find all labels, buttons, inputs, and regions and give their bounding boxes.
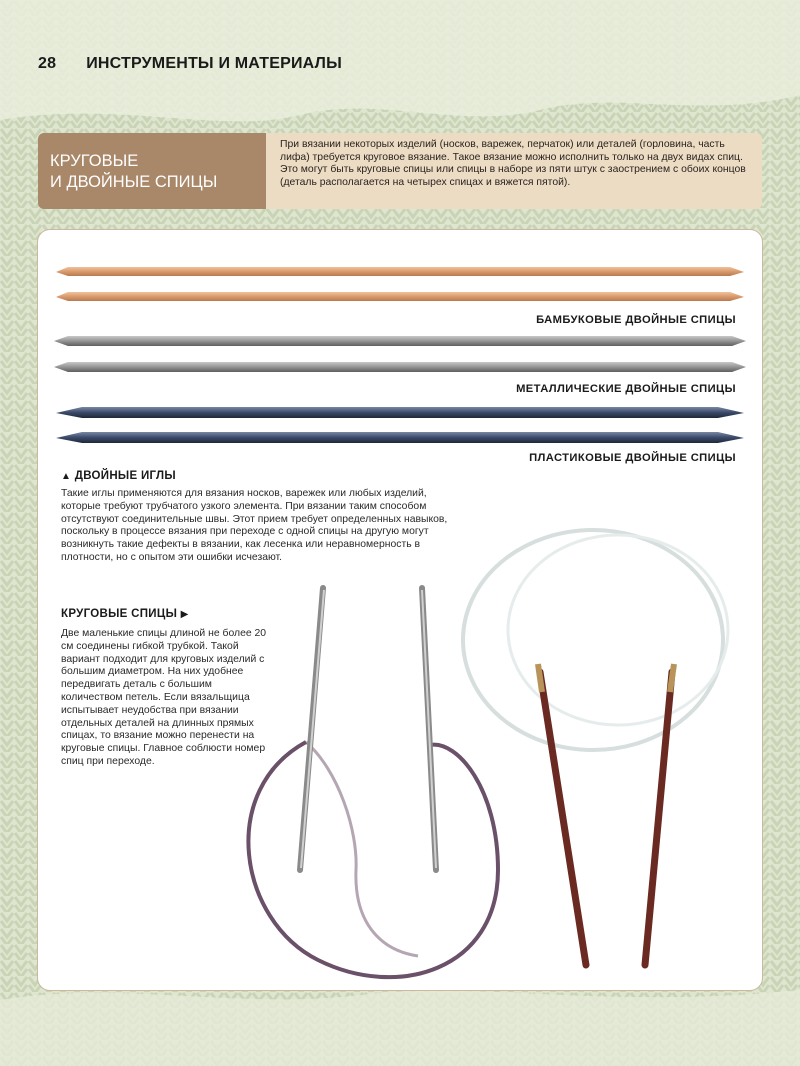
metal-needle-2 bbox=[54, 362, 746, 372]
double-needles-heading bbox=[61, 470, 176, 482]
wooden-circular-needle bbox=[463, 530, 728, 965]
chapter-title: ИНСТРУМЕНТЫ И МАТЕРИАЛЫ bbox=[86, 55, 342, 72]
plastic-needles-label: ПЛАСТИКОВЫЕ ДВОЙНЫЕ СПИЦЫ bbox=[529, 452, 736, 464]
double-needles-heading-text: ДВОЙНЫЕ ИГЛЫ bbox=[74, 470, 176, 482]
bamboo-needles-label: БАМБУКОВЫЕ ДВОЙНЫЕ СПИЦЫ bbox=[536, 314, 736, 326]
section-intro-box bbox=[38, 133, 762, 209]
section-heading-line1: КРУГОВЫЕ bbox=[50, 152, 139, 170]
circular-needles-heading bbox=[61, 608, 189, 620]
right-triangle-icon: ▶ bbox=[180, 609, 189, 620]
metal-needle-1 bbox=[54, 336, 746, 346]
bamboo-needle-1 bbox=[56, 267, 744, 276]
section-heading bbox=[38, 133, 266, 209]
content-panel bbox=[38, 230, 762, 990]
metal-circular-needle bbox=[248, 588, 498, 977]
up-triangle-icon: ▲ bbox=[61, 471, 72, 482]
section-heading-line2: И ДВОЙНЫЕ СПИЦЫ bbox=[50, 173, 218, 191]
page-number: 28 bbox=[38, 55, 57, 72]
circular-needles-heading-text: КРУГОВЫЕ СПИЦЫ bbox=[61, 608, 178, 620]
circular-needles-text: Две маленькие спицы длиной не более 20 см соединены гибкой трубкой. Такой вариант подходит для круговых изделий с большим диаметром. На них удобнее передвигать деталь с большим количеством петель. Если вязальщица испытывает неудобства при вязании отдельных деталей на длинных прямых спицах, то вязание можно перенести на круговые спицы. Главное соблюсти номер спиц при переходе. bbox=[61, 628, 267, 767]
double-needles-text: Такие иглы применяются для вязания носков, варежек или любых изделий, которые требуют трубчатого узкого элемента. При вязании таким способом отсутствуют соединительные швы. Этот прием требует определенных навыков, поскольку в процессе вязания при переходе с одной спицы на другую могут возникнуть такие дефекты в вязании, как лесенка или неравномерность в плотности, но с опытом эти ошибки исчезают. bbox=[61, 488, 448, 563]
bamboo-needle-2 bbox=[56, 292, 744, 301]
metal-needles-label: МЕТАЛЛИЧЕСКИЕ ДВОЙНЫЕ СПИЦЫ bbox=[516, 383, 736, 395]
plastic-needle-1 bbox=[56, 407, 744, 418]
section-intro-text: При вязании некоторых изделий (носков, варежек, перчаток) или деталей (горловина, часть лифа) требуется круговое вязание. Такое вязание можно исполнить только на двух видах спиц. Это могут быть круговые спицы или спицы в наборе из пяти штук с заострением с обоих концов (деталь располагается на четырех спицах и вяжется пятой). bbox=[266, 133, 762, 209]
page-header bbox=[38, 52, 342, 76]
plastic-needle-2 bbox=[56, 432, 744, 443]
